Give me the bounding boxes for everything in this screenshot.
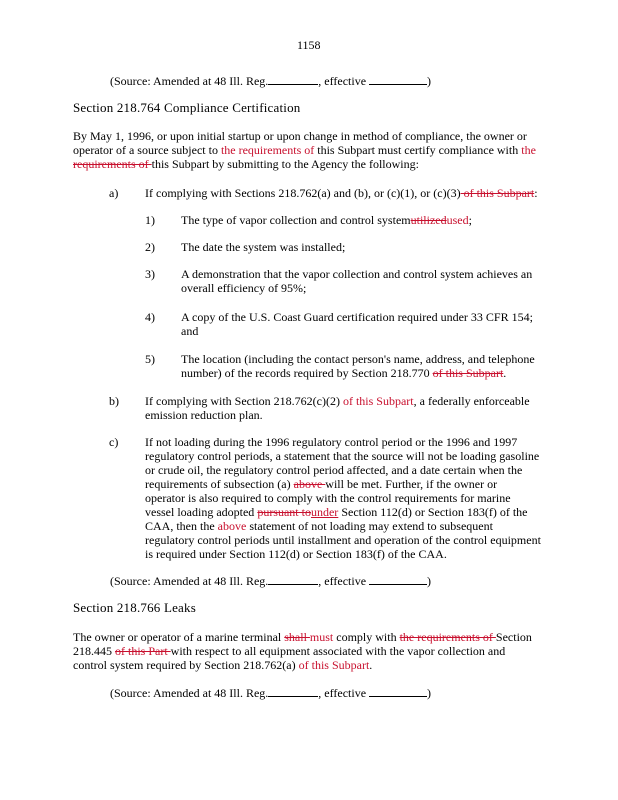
subsection-b-line-1	[145, 394, 530, 408]
leaks-line-2	[73, 644, 505, 658]
insertion: the requirements of	[220, 143, 315, 157]
subsection-c-line: regulatory control periods, a statement that the source will not be loading gasoline	[145, 449, 540, 463]
text: :	[534, 186, 538, 200]
leaks-line-3	[73, 658, 372, 672]
intro-line-3	[73, 157, 419, 171]
text: .	[369, 658, 373, 672]
text: If complying with Section 218.762(c)(2)	[145, 394, 343, 408]
subsection-label: a)	[109, 186, 119, 200]
subsection-c-line	[145, 505, 528, 519]
source-suffix: )	[427, 574, 432, 588]
blank-line	[369, 74, 427, 85]
item-number: 2)	[145, 240, 155, 254]
source-note	[110, 686, 431, 700]
item-text	[181, 213, 472, 227]
text: If complying with Sections 218.762(a) and (b), or (c)(1), or (c)(3)	[145, 186, 461, 200]
item-text: A demonstration that the vapor collection and control system achieves an	[181, 267, 533, 281]
subsection-label: b)	[109, 394, 119, 408]
intro-line-1: By May 1, 1996, or upon initial startup or upon change in method of compliance, the owner or	[73, 129, 527, 143]
deletion: utilized	[410, 213, 447, 227]
text: CAA, then the	[145, 519, 218, 533]
text: will be met. Further, if the owner or	[325, 477, 498, 491]
text: The owner or operator of a marine terminal	[73, 630, 285, 644]
insertion: the	[521, 143, 536, 157]
text: Section	[495, 630, 532, 644]
text: number) of the records required by Section 218.770	[181, 366, 433, 380]
subsection-a-text	[145, 186, 538, 200]
item-number: 3)	[145, 267, 155, 281]
source-prefix: (Source: Amended at 48 Ill. Reg.	[110, 686, 269, 700]
text: control system required by Section 218.762(a)	[73, 658, 299, 672]
blank-line	[369, 574, 427, 585]
intro-line-2	[73, 143, 536, 157]
page-number: 1158	[297, 38, 321, 52]
deletion: pursuant to	[257, 505, 311, 519]
insertion: of this Subpart	[342, 394, 414, 408]
text: Section 112(d) or Section 183(f) of the	[338, 505, 528, 519]
text: vessel loading adopted	[145, 505, 258, 519]
item-text: The date the system was installed;	[181, 240, 346, 254]
item-number: 5)	[145, 352, 155, 366]
subsection-c-line	[145, 519, 493, 533]
item-text	[181, 366, 506, 380]
subsection-c-line: regulatory control periods until installment and operation of the control equipment	[145, 533, 541, 547]
subsection-c-line: or crude oil, the regulatory control period affected, and a date certain when the	[145, 463, 523, 477]
item-text: The location (including the contact person's name, address, and telephone	[181, 352, 535, 366]
blank-line	[268, 574, 318, 585]
section-heading: Section 218.766 Leaks	[73, 600, 196, 615]
source-prefix: (Source: Amended at 48 Ill. Reg.	[110, 74, 269, 88]
insertion: above	[217, 519, 247, 533]
deletion: of this Subpart	[460, 186, 535, 200]
item-number: 1)	[145, 213, 155, 227]
text: .	[503, 366, 507, 380]
source-prefix: (Source: Amended at 48 Ill. Reg.	[110, 574, 269, 588]
source-suffix: )	[427, 74, 432, 88]
text: operator of a source subject to	[73, 143, 221, 157]
text: this Subpart must certify compliance with	[314, 143, 522, 157]
insertion: of this Subpart	[298, 658, 370, 672]
subsection-b-line-2: emission reduction plan.	[145, 408, 263, 422]
source-mid: , effective	[318, 574, 370, 588]
section-heading: Section 218.764 Compliance Certification	[73, 100, 301, 115]
blank-line	[369, 686, 427, 697]
item-text: and	[181, 324, 199, 338]
insertion: under	[310, 505, 339, 519]
subsection-c-line: If not loading during the 1996 regulatory control period or the 1996 and 1997	[145, 435, 518, 449]
source-note	[110, 574, 431, 588]
deletion: of this Part	[115, 644, 171, 658]
deletion: requirements of	[73, 157, 152, 171]
deletion: of this Subpart	[432, 366, 504, 380]
text: requirements of subsection (a)	[145, 477, 294, 491]
blank-line	[268, 686, 318, 697]
subsection-label: c)	[109, 435, 119, 449]
source-note	[110, 74, 431, 88]
item-text: overall efficiency of 95%;	[181, 281, 307, 295]
leaks-line-1	[73, 630, 532, 644]
text: statement of not loading may extend to subsequent	[246, 519, 493, 533]
source-mid: , effective	[318, 686, 370, 700]
text: with respect to all equipment associated with the vapor collection and	[170, 644, 506, 658]
text: , a federally enforceable	[413, 394, 530, 408]
source-suffix: )	[427, 686, 432, 700]
item-number: 4)	[145, 310, 155, 324]
text: 218.445	[73, 644, 115, 658]
text: this Subpart by submitting to the Agency the following:	[151, 157, 419, 171]
text: The type of vapor collection and control system	[181, 213, 411, 227]
deletion: the requirements of	[399, 630, 496, 644]
text: comply with	[333, 630, 400, 644]
insertion: must	[309, 630, 334, 644]
subsection-c-line: operator is also required to comply with the control requirements for marine	[145, 491, 511, 505]
blank-line	[268, 74, 318, 85]
deletion: above	[293, 477, 326, 491]
deletion: shall	[284, 630, 310, 644]
subsection-c-line	[145, 477, 497, 491]
source-mid: , effective	[318, 74, 370, 88]
subsection-c-line: is required under Section 112(d) or Section 183(f) of the CAA.	[145, 547, 447, 561]
insertion: used	[446, 213, 469, 227]
text: ;	[468, 213, 472, 227]
item-text: A copy of the U.S. Coast Guard certification required under 33 CFR 154;	[181, 310, 533, 324]
